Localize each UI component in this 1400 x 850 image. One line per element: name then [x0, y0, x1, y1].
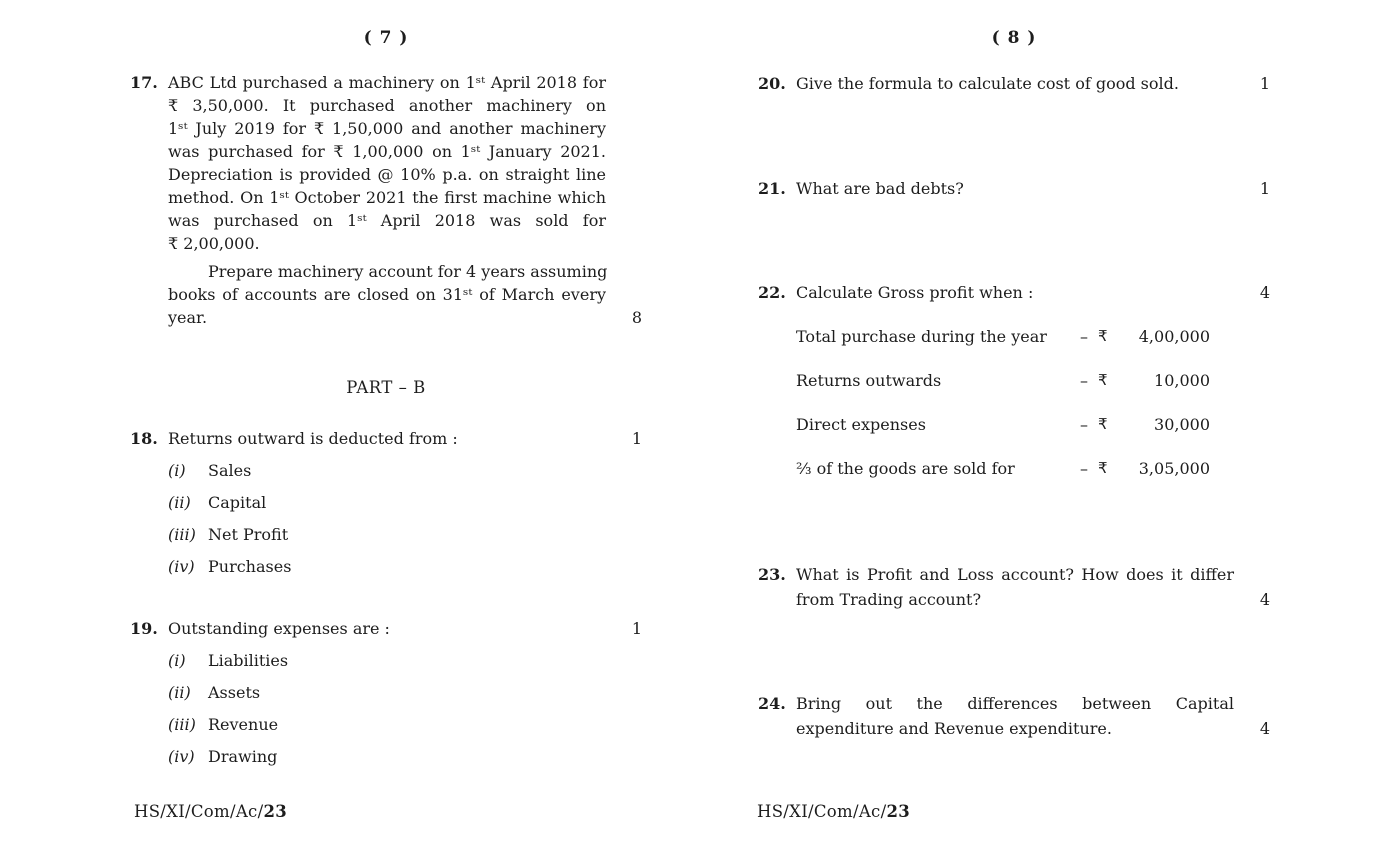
- option-text: Purchases: [208, 557, 292, 576]
- question-17-line: 1ˢᵗ July 2019 for ₹ 1,50,000 and another machinery: [168, 119, 606, 138]
- question-22-text: Calculate Gross profit when :: [796, 283, 1034, 302]
- amount-label: Total purchase during the year: [796, 327, 1047, 346]
- question-19-body: [168, 617, 606, 777]
- option-label: (iv): [168, 557, 195, 576]
- marks-badge: 1: [1259, 179, 1270, 198]
- amount-row: [796, 413, 1210, 436]
- question-17-line: books of accounts are closed on 31ˢᵗ of March every: [168, 285, 606, 304]
- page-8: [700, 0, 1400, 850]
- question-18: [130, 427, 642, 587]
- rupee-symbol: ₹: [1098, 371, 1108, 389]
- question-24-number: 24.: [758, 694, 786, 713]
- question-24: [758, 691, 1270, 741]
- marks-badge: 4: [1259, 719, 1270, 738]
- question-23-line: What is Profit and Loss account? How does it differ: [796, 565, 1234, 584]
- question-17-line: ₹ 3,50,000. It purchased another machinery on: [168, 96, 606, 115]
- question-21-text: What are bad debts?: [796, 179, 964, 198]
- question-19-options: [168, 649, 606, 768]
- marks-badge: 1: [631, 429, 642, 448]
- question-23-number: 23.: [758, 565, 786, 584]
- option-row: [168, 745, 606, 768]
- question-18-body: [168, 427, 606, 587]
- amount-label: ⅔ of the goods are sold for: [796, 459, 1015, 478]
- question-22-number: 22.: [758, 283, 786, 302]
- marks-badge: 8: [631, 308, 642, 327]
- question-22: [758, 281, 1270, 501]
- option-row: [168, 523, 606, 546]
- amount-row: [796, 457, 1210, 480]
- option-text: Liabilities: [208, 651, 289, 670]
- rupee-symbol: ₹: [1098, 415, 1108, 433]
- question-17-line: Prepare machinery account for 4 years assuming: [208, 262, 608, 281]
- paper-code: [757, 802, 910, 821]
- amount-value: 4,00,000: [1138, 327, 1210, 346]
- option-label: (iv): [168, 747, 195, 766]
- question-19-number: 19.: [130, 619, 158, 638]
- question-23: [758, 562, 1270, 612]
- paper-code-number: 23: [263, 802, 288, 821]
- option-row: [168, 681, 606, 704]
- question-21-number: 21.: [758, 179, 786, 198]
- page-number: ( 7 ): [363, 28, 409, 48]
- option-label: (iii): [168, 715, 196, 734]
- question-24-line: expenditure and Revenue expenditure.: [796, 719, 1112, 738]
- question-17-body: [168, 71, 606, 329]
- amount-value: 30,000: [1154, 415, 1210, 434]
- amount-label: Returns outwards: [796, 371, 942, 390]
- page-number: ( 8 ): [991, 28, 1037, 48]
- option-label: (ii): [168, 493, 191, 512]
- question-18-number: 18.: [130, 429, 158, 448]
- question-19: [130, 617, 642, 777]
- question-17-line: was purchased for ₹ 1,00,000 on 1ˢᵗ January 2021.: [168, 142, 606, 161]
- option-text: Revenue: [208, 715, 279, 734]
- paper-code-prefix: HS/XI/Com/Ac/: [757, 802, 887, 821]
- section-heading-part-b: PART – B: [346, 378, 426, 397]
- amount-label: Direct expenses: [796, 415, 926, 434]
- dash-separator: –: [1080, 415, 1088, 434]
- marks-badge: 1: [631, 619, 642, 638]
- option-label: (iii): [168, 525, 196, 544]
- question-19-text: Outstanding expenses are :: [168, 619, 390, 638]
- amount-row: [796, 325, 1210, 348]
- question-17-number: 17.: [130, 73, 158, 92]
- marks-badge: 4: [1259, 283, 1270, 302]
- dash-separator: –: [1080, 327, 1088, 346]
- question-17-line: ABC Ltd purchased a machinery on 1ˢᵗ April 2018 for: [168, 73, 606, 92]
- amount-value: 3,05,000: [1138, 459, 1210, 478]
- question-21: [758, 177, 1270, 200]
- question-17-line: Depreciation is provided @ 10% p.a. on straight line: [168, 165, 606, 184]
- paper-code-number: 23: [886, 802, 911, 821]
- amount-row: [796, 369, 1210, 392]
- option-row: [168, 649, 606, 672]
- question-24-body: [796, 691, 1234, 741]
- option-label: (i): [168, 461, 186, 480]
- question-24-line: Bring out the differences between Capital: [796, 694, 1234, 713]
- option-text: Capital: [208, 493, 267, 512]
- question-17-line: year.: [168, 308, 208, 327]
- question-17-line: ₹ 2,00,000.: [168, 234, 260, 253]
- option-text: Drawing: [208, 747, 278, 766]
- option-label: (i): [168, 651, 186, 670]
- dash-separator: –: [1080, 371, 1088, 390]
- question-17-paragraph-2: [168, 260, 606, 329]
- question-23-body: [796, 562, 1234, 612]
- option-row: [168, 459, 606, 482]
- option-row: [168, 713, 606, 736]
- rupee-symbol: ₹: [1098, 327, 1108, 345]
- rupee-symbol: ₹: [1098, 459, 1108, 477]
- question-17-paragraph-1: [168, 71, 606, 255]
- question-20-number: 20.: [758, 74, 786, 93]
- dash-separator: –: [1080, 459, 1088, 478]
- paper-code-prefix: HS/XI/Com/Ac/: [134, 802, 264, 821]
- option-text: Net Profit: [208, 525, 289, 544]
- amount-value: 10,000: [1154, 371, 1210, 390]
- question-22-items: [796, 325, 1210, 480]
- question-18-options: [168, 459, 606, 578]
- question-20: [758, 72, 1270, 95]
- question-23-line: from Trading account?: [796, 590, 982, 609]
- option-label: (ii): [168, 683, 191, 702]
- question-17-line: method. On 1ˢᵗ October 2021 the first machine which: [168, 188, 606, 207]
- question-20-text: Give the formula to calculate cost of good sold.: [796, 74, 1179, 93]
- paper-code: [134, 802, 287, 821]
- question-17: [130, 71, 642, 329]
- option-row: [168, 555, 606, 578]
- marks-badge: 1: [1259, 74, 1270, 93]
- question-17-line: was purchased on 1ˢᵗ April 2018 was sold for: [168, 211, 606, 230]
- option-row: [168, 491, 606, 514]
- option-text: Assets: [208, 683, 261, 702]
- marks-badge: 4: [1259, 590, 1270, 609]
- question-22-body: [796, 281, 1234, 501]
- option-text: Sales: [208, 461, 252, 480]
- question-18-text: Returns outward is deducted from :: [168, 429, 458, 448]
